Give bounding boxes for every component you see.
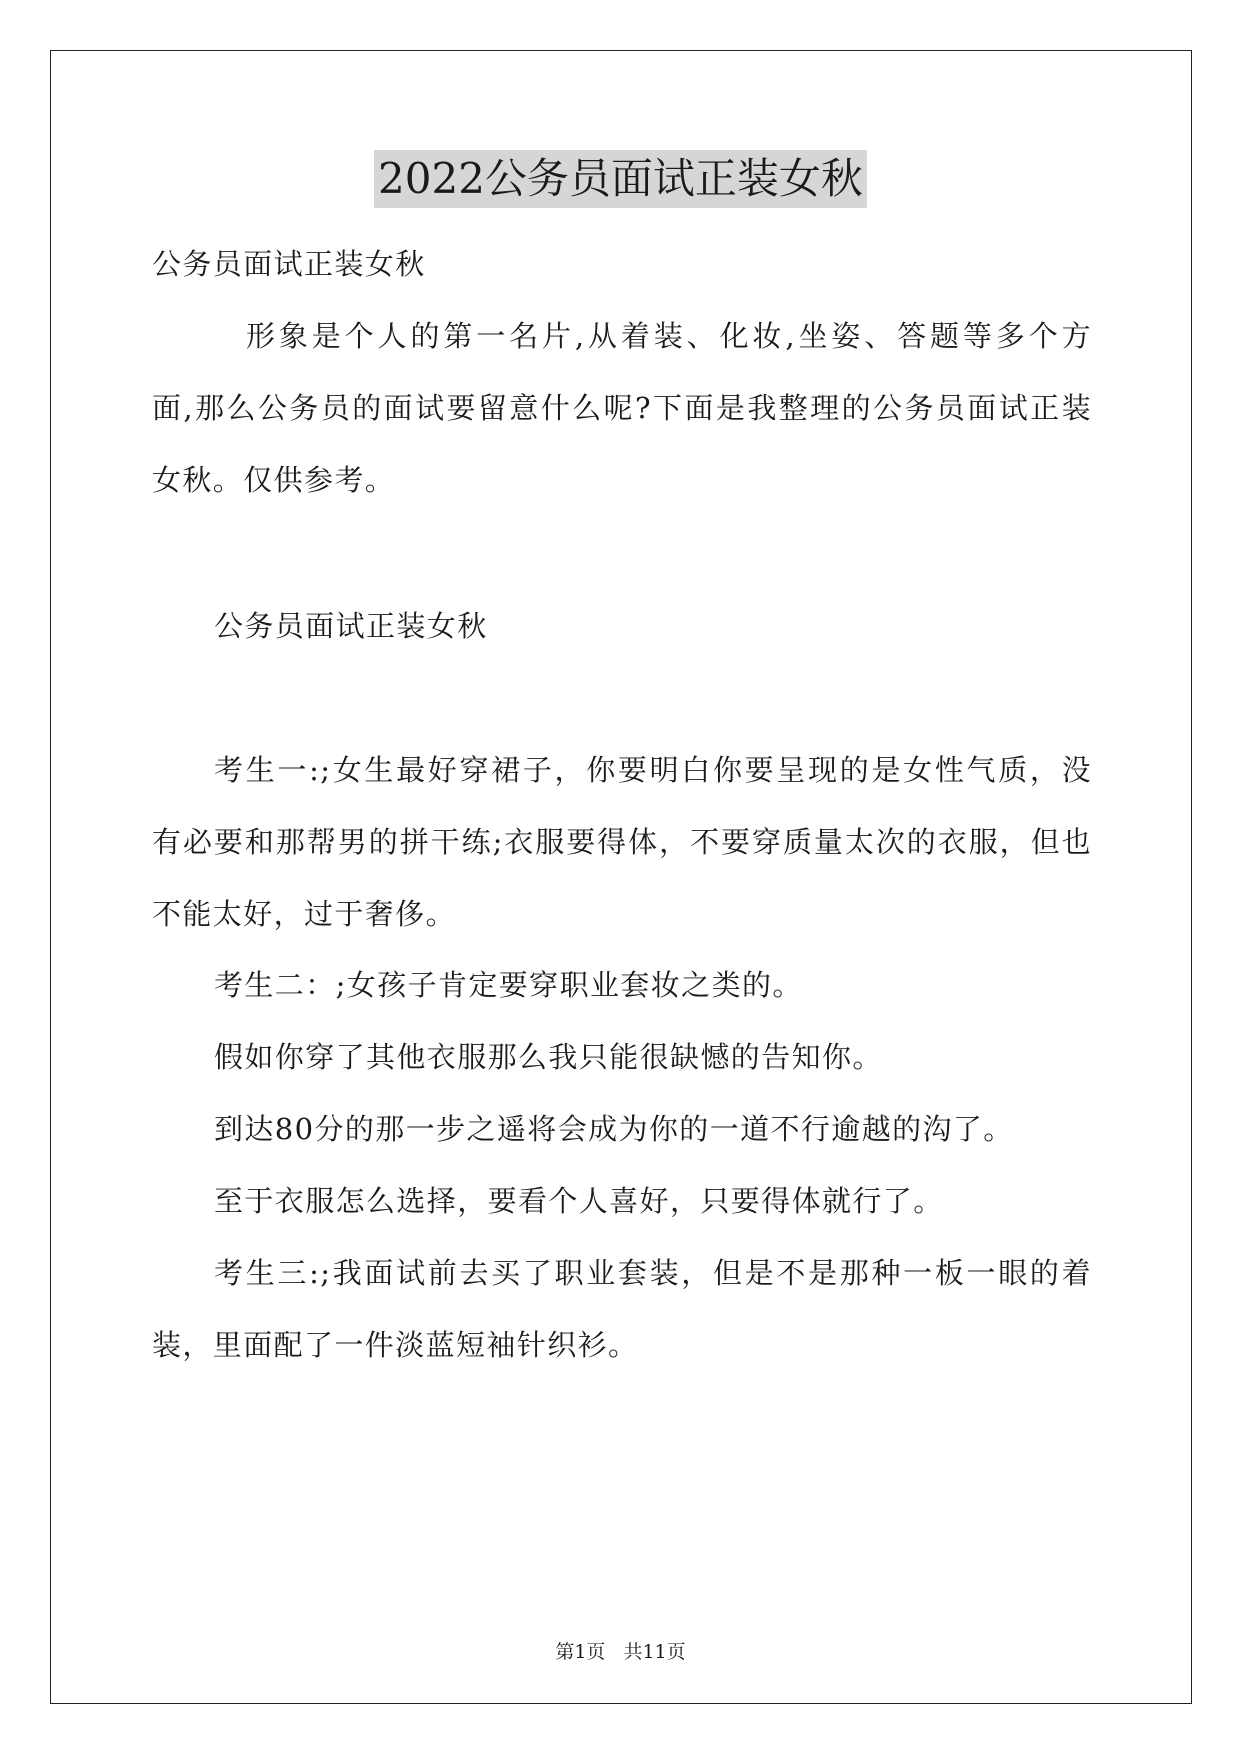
paragraph-line: 假如你穿了其他衣服那么我只能很缺憾的告知你。 [214, 1040, 883, 1074]
paragraph-line: 考生二：;女孩子肯定要穿职业套妆之类的。 [214, 968, 803, 1002]
paragraph-line: 女秋。仅供参考。 [152, 463, 396, 497]
document-title: 2022公务员面试正装女秋 [374, 150, 867, 208]
paragraph-line: 有必要和那帮男的拼干练;衣服要得体，不要穿质量太次的衣服，但也 [152, 825, 1092, 859]
page-number: 第1页 [555, 1641, 606, 1663]
section-heading: 公务员面试正装女秋 [152, 247, 426, 281]
paragraph-line: 到达80分的那一步之遥将会成为你的一道不行逾越的沟了。 [214, 1112, 1014, 1146]
paragraph-line: 不能太好，过于奢侈。 [152, 897, 457, 931]
page-border [50, 50, 1192, 1704]
paragraph-line: 面,那么公务员的面试要留意什么呢?下面是我整理的公务员面试正装 [152, 391, 1092, 425]
paragraph-line: 考生一:;女生最好穿裙子，你要明白你要呈现的是女性气质，没 [214, 753, 1092, 787]
paragraph-line: 形象是个人的第一名片,从着装、化妆,坐姿、答题等多个方 [246, 319, 1092, 353]
paragraph-line: 装，里面配了一件淡蓝短袖针织衫。 [152, 1328, 639, 1362]
paragraph-line: 至于衣服怎么选择，要看个人喜好，只要得体就行了。 [214, 1184, 944, 1218]
title-container [0, 150, 1241, 208]
page-total: 共11页 [623, 1641, 686, 1663]
page-footer [0, 1640, 1241, 1664]
paragraph-line: 考生三:;我面试前去买了职业套装，但是不是那种一板一眼的着 [214, 1256, 1092, 1290]
section-heading: 公务员面试正装女秋 [214, 609, 488, 643]
